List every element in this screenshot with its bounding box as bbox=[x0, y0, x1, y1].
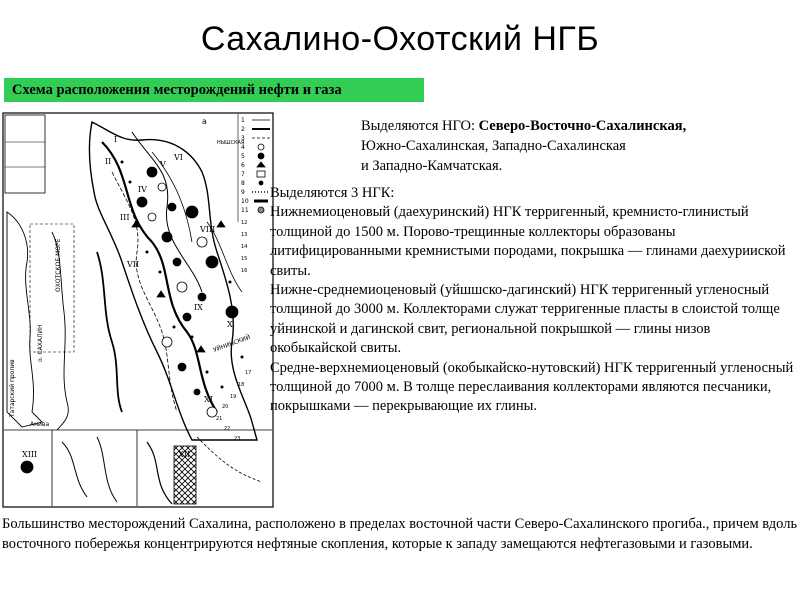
region-label: III bbox=[120, 213, 130, 222]
svg-text:3: 3 bbox=[241, 135, 245, 142]
legend-number: 18 bbox=[238, 382, 245, 388]
svg-text:4: 4 bbox=[241, 144, 245, 151]
ngo-paragraph bbox=[361, 116, 791, 176]
map-label-strait-tatar: Татарский пролив bbox=[9, 359, 16, 417]
legend-number: 20 bbox=[222, 404, 229, 410]
region-label: XIII bbox=[22, 450, 38, 459]
region-label: VI bbox=[174, 153, 183, 162]
summary-paragraph: Большинство месторождений Сахалина, расположено в пределах восточной части Северо-Сахалинского прогиба., причем вдоль восточного побережья концентрируются нефтяные скопления, которые к западу замещаются нефтегазовыми и газовыми. bbox=[2, 516, 798, 552]
region-label: VII bbox=[127, 260, 140, 269]
svg-text:11: 11 bbox=[241, 207, 249, 214]
svg-text:7: 7 bbox=[241, 171, 245, 178]
legend-number: 13 bbox=[241, 232, 248, 238]
map-corner-letter: a bbox=[202, 117, 207, 126]
map-label-nyshskaya: НЫШСКАЯ bbox=[217, 140, 245, 146]
region-label: XI bbox=[204, 395, 213, 404]
legend-number: 16 bbox=[241, 268, 248, 274]
region-label: V bbox=[160, 160, 166, 169]
svg-text:9: 9 bbox=[241, 189, 245, 196]
ngk-complex-1: Нижнемиоценовый (даехуринский) НГК терригенный, кремнисто-глинистый толщиной до 1500 м. Порово-трещинные коллекторы образованы литифицированными кремнистыми породами, покрышка — глинами даехурииской свиты. bbox=[270, 204, 786, 279]
oil-gas-field-map bbox=[2, 112, 274, 508]
legend-number: 22 bbox=[224, 426, 231, 432]
legend-number: 12 bbox=[241, 220, 248, 226]
svg-text:6: 6 bbox=[241, 162, 245, 169]
ngo-line-3: и Западно-Камчатская. bbox=[361, 158, 503, 174]
legend-number: 14 bbox=[241, 244, 248, 250]
legend-number: 19 bbox=[230, 394, 237, 400]
legend-number: 23 bbox=[234, 436, 241, 442]
legend-number: 21 bbox=[216, 416, 223, 422]
map-label-aniva: Анива bbox=[30, 421, 50, 428]
svg-text:8: 8 bbox=[241, 180, 245, 187]
region-label: IX bbox=[194, 303, 203, 312]
svg-text:2: 2 bbox=[241, 126, 245, 133]
svg-text:1: 1 bbox=[241, 117, 245, 124]
region-label: II bbox=[105, 157, 112, 166]
legend-number: 15 bbox=[241, 256, 248, 262]
page-title: Сахалино-Охотский НГБ bbox=[200, 20, 600, 58]
region-label: I bbox=[114, 135, 118, 144]
ngo-line-1 bbox=[361, 116, 791, 136]
ngo-bold-region: Северо-Восточно-Сахалинская, bbox=[478, 118, 687, 134]
map-caption-banner: Схема расположения месторождений нефти и газа bbox=[4, 78, 424, 102]
svg-text:5: 5 bbox=[241, 153, 245, 160]
region-label: XII bbox=[178, 450, 191, 459]
map-label-sakhalin: о. САХАЛИН bbox=[37, 324, 44, 362]
map-label-uyninsky: УЙНИНСКИЙ bbox=[212, 333, 252, 354]
map-label-sea-okhotsk: ОХОТСКОЕ МОРЕ bbox=[55, 238, 62, 292]
ngk-description bbox=[270, 184, 796, 417]
region-label: VIII bbox=[200, 225, 216, 234]
ngo-line-2: Южно-Сахалинская, Западно-Сахалинская bbox=[361, 138, 626, 154]
ngk-complex-3: Средне-верхнемиоценовый (окобыкайско-нутовский) НГК терригенный угленосный толщиной до 7000 м. В толще переслаивания коллекторами являются песчаники, покрышками — перекрывающие их глины. bbox=[270, 359, 794, 415]
ngk-heading: Выделяются 3 НГК: bbox=[270, 185, 395, 201]
legend-number: 17 bbox=[245, 370, 252, 376]
ngo-prefix: Выделяются НГО: bbox=[361, 118, 479, 134]
region-label: IV bbox=[138, 185, 147, 194]
region-label: X bbox=[227, 320, 233, 329]
svg-text:10: 10 bbox=[241, 198, 249, 205]
ngk-complex-2: Нижне-среднемиоценовый (уйшшско-дагинский) НГК терригенный угленосный толщиной до 3000 м. Коллекторами служат терригенные пласты в слоистой толще уйнинской и дагинской свит, региональной покрышкой — глины низов окобыкайской свиты. bbox=[270, 282, 780, 357]
